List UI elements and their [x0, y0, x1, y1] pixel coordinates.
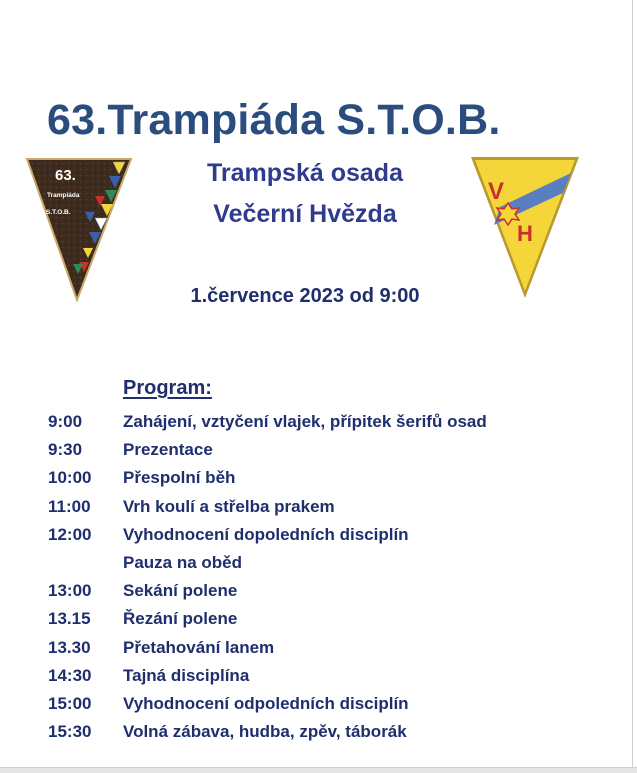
- schedule-time: 10:00: [48, 468, 92, 488]
- event-date: 1.července 2023 od 9:00: [190, 285, 420, 307]
- schedule-activity: Prezentace: [123, 440, 213, 460]
- pennant-left-label: Trampiáda: [47, 192, 80, 199]
- schedule-activity: Vyhodnocení dopoledních disciplín: [123, 524, 409, 544]
- schedule-time: 11:00: [48, 496, 91, 516]
- schedule-row: [48, 634, 608, 662]
- schedule-activity: Tajná disciplína: [123, 665, 250, 685]
- schedule-activity: Pauza na oběd: [123, 553, 243, 573]
- subtitle-line-1: Trampská osada: [207, 159, 403, 187]
- schedule-activity: Přespolní běh: [123, 468, 236, 488]
- schedule-time: 13.30: [48, 637, 91, 657]
- program-heading: Program:: [123, 377, 212, 399]
- schedule-time: 15:00: [48, 693, 92, 713]
- schedule-time: 9:00: [48, 412, 83, 432]
- schedule-row: [48, 662, 608, 690]
- schedule-activity: Přetahování lanem: [123, 637, 275, 657]
- schedule-row: [48, 605, 608, 633]
- page-title: 63.Trampiáda S.T.O.B.: [47, 96, 501, 144]
- schedule-row: [48, 464, 608, 492]
- schedule-row: [48, 577, 608, 605]
- schedule-activity: Vyhodnocení odpoledních disciplín: [123, 693, 409, 713]
- schedule-time: 15:30: [48, 722, 92, 742]
- schedule-activity: Vrh koulí a střelba prakem: [123, 496, 335, 516]
- schedule-row: [48, 690, 608, 718]
- schedule-row: [48, 493, 608, 521]
- schedule-activity: Řezání polene: [123, 609, 238, 629]
- pennant-right-letter-v: V: [488, 178, 505, 205]
- schedule-time: 13.15: [48, 609, 91, 629]
- pennant-left-org: S.T.O.B.: [46, 209, 71, 216]
- schedule-time: 12:00: [48, 524, 92, 544]
- schedule-row: [48, 408, 608, 436]
- schedule-row: [48, 718, 608, 746]
- schedule-time: 9:30: [48, 440, 83, 460]
- vecerni-hvezda-pennant-logo: [470, 155, 580, 300]
- pennant-left-number: 63.: [55, 167, 76, 184]
- schedule-activity: Zahájení, vztyčení vlajek, přípitek šerifů osad: [123, 412, 487, 432]
- schedule-time: 14:30: [48, 665, 92, 685]
- program-schedule: [48, 408, 608, 746]
- schedule-activity: Volná zábava, hudba, zpěv, táborák: [123, 722, 407, 742]
- schedule-row: [48, 521, 608, 549]
- schedule-time: 13:00: [48, 581, 92, 601]
- trampiada-pennant-logo: [25, 156, 133, 302]
- schedule-row: [48, 549, 608, 577]
- pennant-right-letter-h: H: [517, 221, 533, 246]
- subtitle-line-2: Večerní Hvězda: [213, 200, 397, 228]
- page-bottom-divider: [0, 767, 637, 773]
- schedule-activity: Sekání polene: [123, 581, 238, 601]
- schedule-row: [48, 436, 608, 464]
